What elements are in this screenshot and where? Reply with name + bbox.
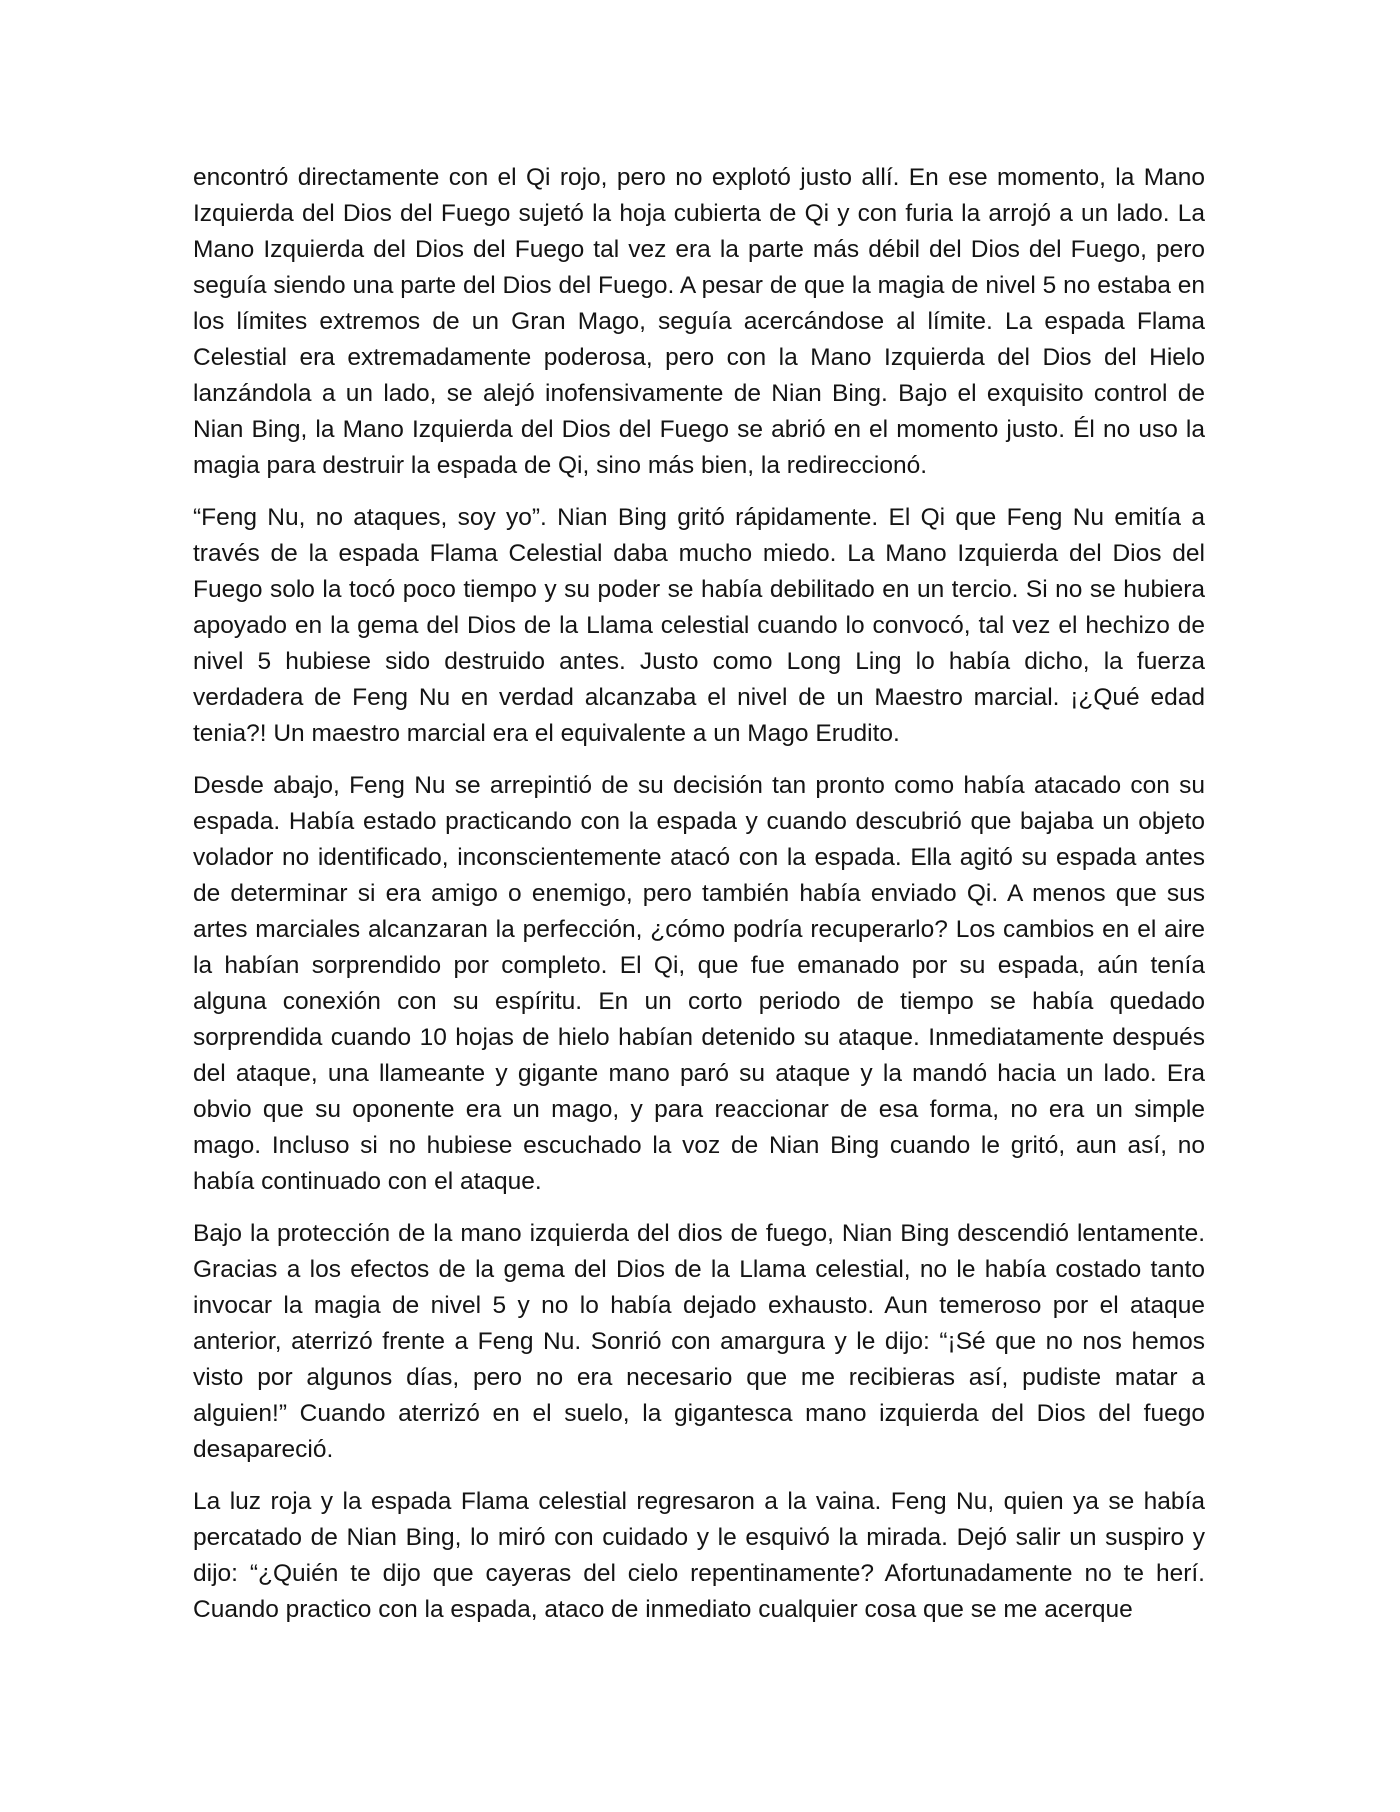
paragraph-2: “Feng Nu, no ataques, soy yo”. Nian Bing gritó rápidamente. El Qi que Feng Nu emitía a través de la espada Flama Celestial daba mucho miedo. La Mano Izquierda del Dios del Fuego solo la tocó poco tiempo y su poder se había debilitado en un tercio. Si no se hubiera apoyado en la gema del Dios de la Llama celestial cuando lo convocó, tal vez el hechizo de nivel 5 hubiese sido destruido antes. Justo como Long Ling lo había dicho, la fuerza verdadera de Feng Nu en verdad alcanzaba el nivel de un Maestro marcial. ¡¿Qué edad tenia?! Un maestro marcial era el equivalente a un Mago Erudito. [193, 504, 1205, 747]
paragraph-1: encontró directamente con el Qi rojo, pero no explotó justo allí. En ese momento, la Mano Izquierda del Dios del Fuego sujetó la hoja cubierta de Qi y con furia la arrojó a un lado. La Mano Izquierda del Dios del Fuego tal vez era la parte más débil del Dios del Fuego, pero seguía siendo una parte del Dios del Fuego. A pesar de que la magia de nivel 5 no estaba en los límites extremos de un Gran Mago, seguía acercándose al límite. La espada Flama Celestial era extremadamente poderosa, pero con la Mano Izquierda del Dios del Hielo lanzándola a un lado, se alejó inofensivamente de Nian Bing. Bajo el exquisito control de Nian Bing, la Mano Izquierda del Dios del Fuego se abrió en el momento justo. Él no uso la magia para destruir la espada de Qi, sino más bien, la redireccionó. [193, 164, 1205, 479]
paragraph-3: Desde abajo, Feng Nu se arrepintió de su decisión tan pronto como había atacado con su espada. Había estado practicando con la espada y cuando descubrió que bajaba un objeto volador no identificado, inconscientemente atacó con la espada. Ella agitó su espada antes de determinar si era amigo o enemigo, pero también había enviado Qi. A menos que sus artes marciales alcanzaran la perfección, ¿cómo podría recuperarlo? Los cambios en el aire la habían sorprendido por completo. El Qi, que fue emanado por su espada, aún tenía alguna conexión con su espíritu. En un corto periodo de tiempo se había quedado sorprendida cuando 10 hojas de hielo habían detenido su ataque. Inmediatamente después del ataque, una llameante y gigante mano paró su ataque y la mandó hacia un lado. Era obvio que su oponente era un mago, y para reaccionar de esa forma, no era un simple mago. Incluso si no hubiese escuchado la voz de Nian Bing cuando le gritó, aun así, no había continuado con el ataque. [193, 772, 1205, 1195]
document-page [193, 160, 1205, 1628]
paragraph-4: Bajo la protección de la mano izquierda del dios de fuego, Nian Bing descendió lentamente. Gracias a los efectos de la gema del Dios de la Llama celestial, no le había costado tanto invocar la magia de nivel 5 y no lo había dejado exhausto. Aun temeroso por el ataque anterior, aterrizó frente a Feng Nu. Sonrió con amargura y le dijo: “¡Sé que no nos hemos visto por algunos días, pero no era necesario que me recibieras así, pudiste matar a alguien!” Cuando aterrizó en el suelo, la gigantesca mano izquierda del Dios del fuego desapareció. [193, 1220, 1205, 1463]
paragraph-5: La luz roja y la espada Flama celestial regresaron a la vaina. Feng Nu, quien ya se había percatado de Nian Bing, lo miró con cuidado y le esquivó la mirada. Dejó salir un suspiro y dijo: “¿Quién te dijo que cayeras del cielo repentinamente? Afortunadamente no te herí. Cuando practico con la espada, ataco de inmediato cualquier cosa que se me acerque [193, 1488, 1205, 1623]
